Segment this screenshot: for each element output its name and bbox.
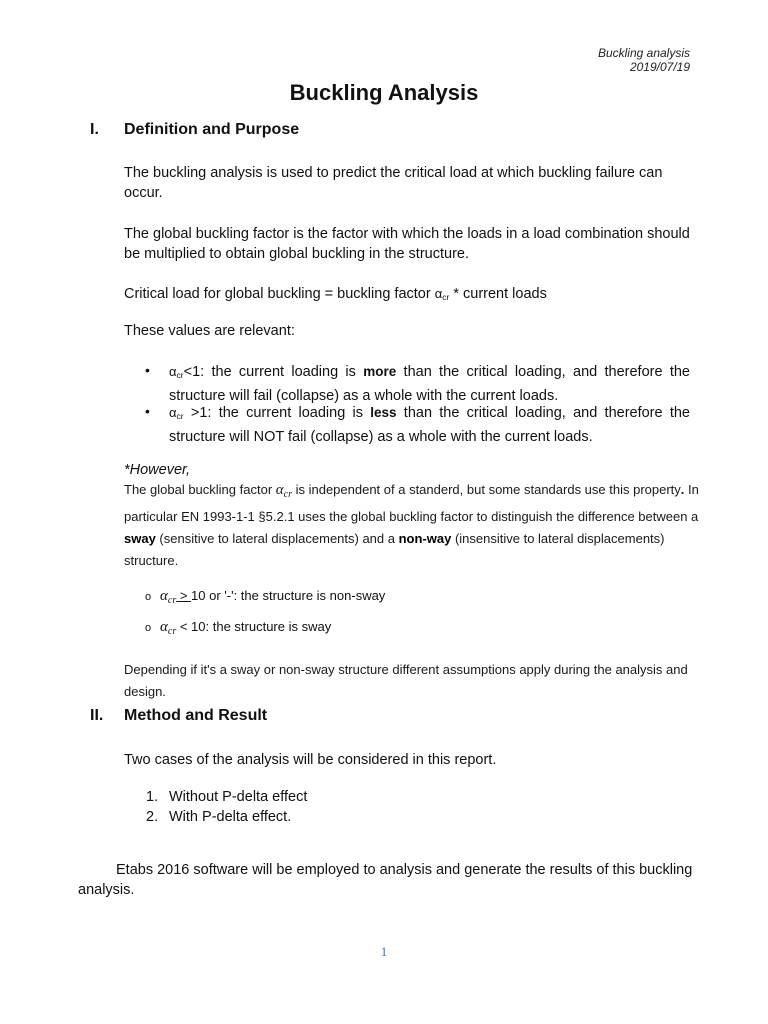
alpha-symbol: α: [160, 588, 168, 604]
note-text-1: The global buckling factor: [124, 482, 276, 497]
bullet-1-condition: <1: the current loading is: [183, 364, 364, 380]
sway-assumption-note: Depending if it's a sway or non-sway structure different assumptions apply during the analysis and design.: [124, 662, 688, 699]
alpha-symbol: α: [169, 364, 177, 379]
sub-bullet-2-rest: 10: the structure is sway: [191, 619, 332, 634]
section2-title: Method and Result: [124, 707, 268, 724]
numbered-item-1-number: 1.: [146, 789, 159, 805]
bullet-1-emphasis: more: [363, 364, 397, 379]
sway-term: sway: [124, 531, 156, 546]
alpha-symbol: α: [434, 286, 443, 301]
cr-subscript: cr: [283, 489, 292, 500]
non-way-term: non-way: [398, 531, 452, 546]
numbered-item-2-number: 2.: [146, 809, 159, 825]
note-text-5: (insensitive to lateral displacements) structure.: [124, 531, 665, 568]
cr-subscript: cr: [176, 370, 184, 380]
formula-text-post: * current loads: [449, 286, 547, 302]
note-text-2: is independent of a standerd, but some standards use this property: [291, 482, 681, 497]
sub-bullet-1-rest: 10 or '-': the structure is non-sway: [191, 588, 386, 603]
formula-text-pre: Critical load for global buckling = buckling factor: [124, 286, 435, 302]
bullet-item-1: [169, 361, 690, 407]
section2-number: II.: [90, 707, 104, 724]
bullet-marker-1: •: [145, 362, 150, 378]
bullet-marker-2: •: [145, 403, 150, 419]
sub-bullet-marker-1: o: [145, 591, 152, 603]
sub-bullet-2-operator: <: [176, 619, 192, 634]
section1-paragraph-2: The global buckling factor is the factor with which the loads in a load combination should be multiplied to obtain global buckling in the structure.: [124, 226, 690, 262]
cr-subscript: cr: [167, 626, 177, 637]
alpha-symbol: α: [275, 482, 284, 498]
numbered-item-1-text: Without P-delta effect: [169, 789, 308, 805]
cr-subscript: cr: [176, 411, 184, 421]
section1-paragraph-1: The buckling analysis is used to predict the critical load at which buckling failure can occur.: [124, 165, 663, 201]
section1-paragraph-4: These values are relevant:: [124, 323, 295, 339]
critical-load-formula: [124, 284, 690, 308]
section2-paragraph-2: Etabs 2016 software will be employed to analysis and generate the results of this buckling analysis.: [78, 862, 693, 898]
bullet-2-condition: >1: the current loading is: [183, 405, 371, 421]
sub-bullet-marker-2: o: [145, 622, 152, 634]
sub-bullet-item-2: [160, 619, 331, 637]
however-label: *However,: [124, 462, 191, 478]
note-text-4: (sensitive to lateral displacements) and a: [155, 531, 399, 546]
bullet-2-emphasis: less: [370, 405, 397, 420]
header-doc-title: Buckling analysis: [597, 46, 690, 60]
global-factor-note: [124, 479, 714, 572]
note-text-3: In particular EN 1993-1-1 §5.2.1 uses the global buckling factor to distinguish the difference between a: [124, 482, 699, 524]
section1-title: Definition and Purpose: [124, 121, 300, 138]
alpha-symbol: α: [160, 619, 168, 635]
bullet-item-2: [169, 402, 690, 448]
numbered-item-2-text: With P-delta effect.: [169, 809, 292, 825]
alpha-symbol: α: [169, 405, 177, 420]
bullet-1-rest: than the critical loading, and therefore the structure will fail (collapse) as a whole with the current loads.: [169, 364, 690, 404]
page-title: Buckling Analysis: [289, 80, 479, 105]
note-period: .: [680, 482, 685, 497]
header-date: 2019/07/19: [629, 60, 690, 74]
cr-subscript: cr: [167, 595, 177, 606]
sub-bullet-item-1: [160, 588, 385, 606]
page-number: 1: [380, 944, 388, 959]
section2-paragraph-1: Two cases of the analysis will be considered in this report.: [124, 752, 497, 768]
section1-number: I.: [90, 121, 99, 138]
bullet-2-rest: than the critical loading, and therefore the structure will NOT fail (collapse) as a whole with the current loads.: [169, 405, 690, 445]
sub-bullet-1-operator: >: [176, 588, 192, 603]
cr-subscript: cr: [442, 292, 450, 302]
